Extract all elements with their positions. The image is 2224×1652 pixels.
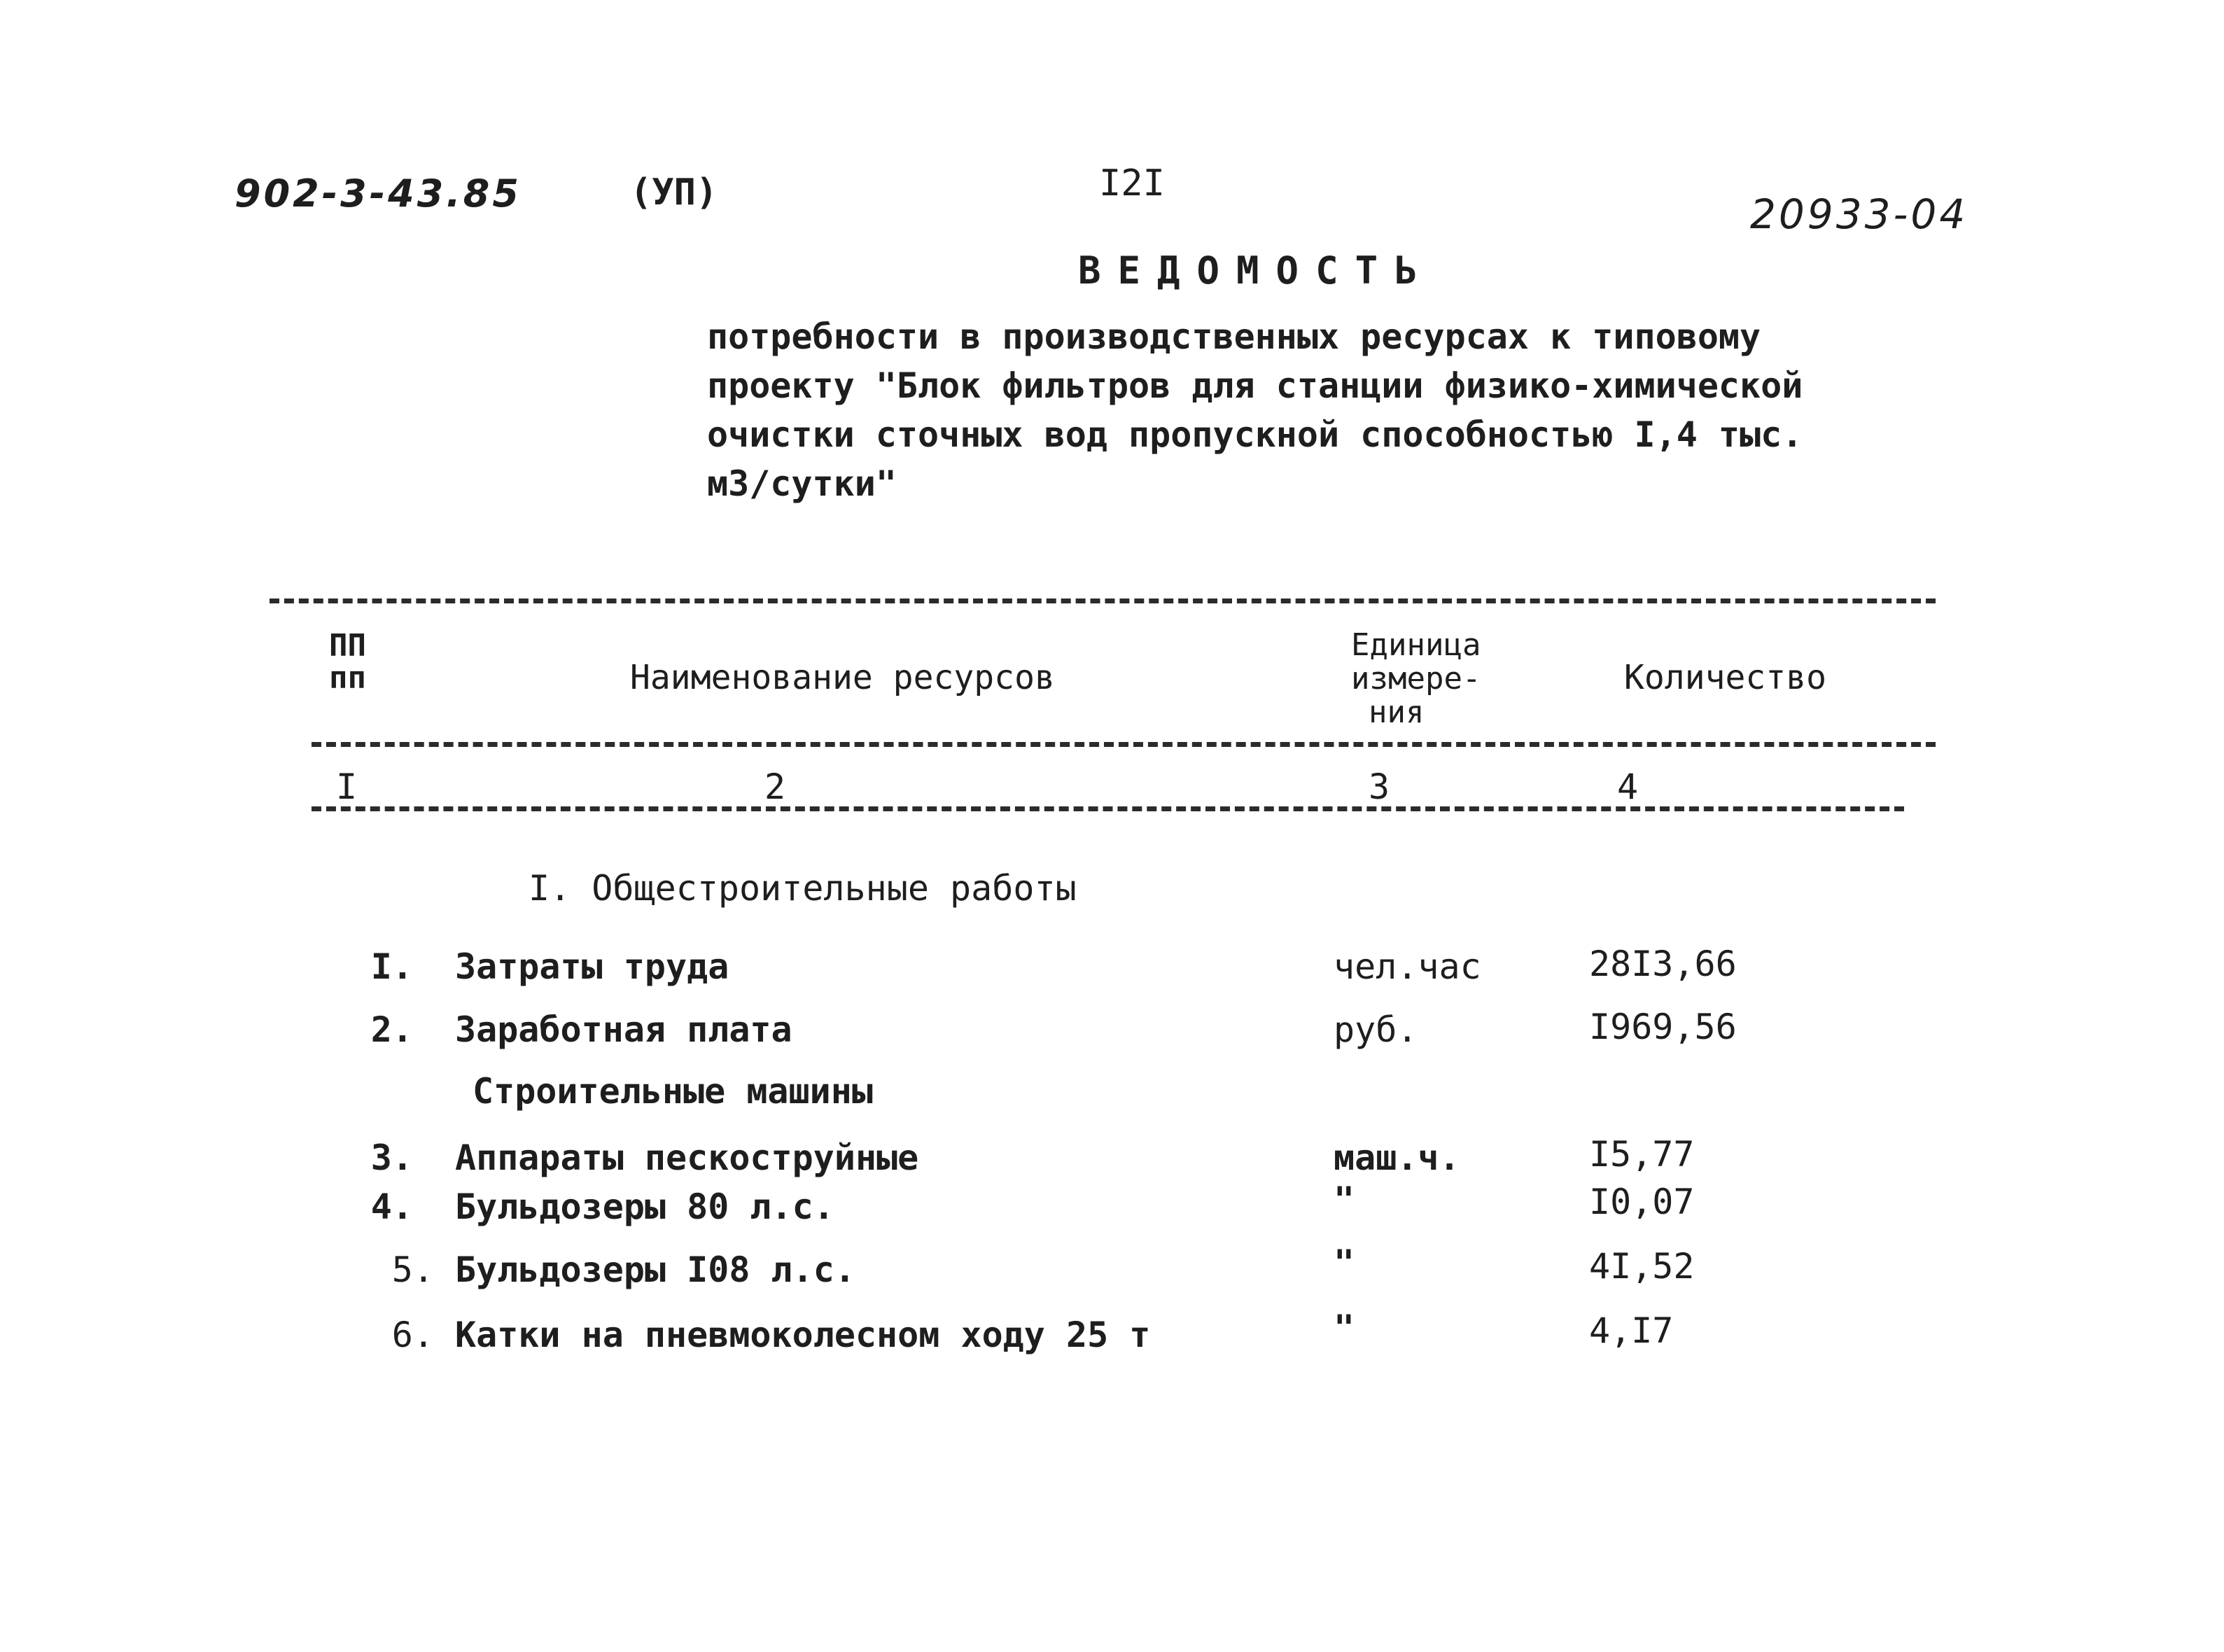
row-unit: " [1334, 1180, 1355, 1220]
col-header-unit-line-2: измере- [1351, 661, 1481, 696]
column-number-4: 4 [1617, 766, 1639, 807]
row-name: Затраты труда [455, 946, 729, 987]
column-number-3: 3 [1369, 766, 1390, 807]
row-quantity: I969,56 [1589, 1007, 1737, 1047]
row-unit: маш.ч. [1334, 1138, 1460, 1178]
row-number: 4. [370, 1186, 413, 1227]
row-number: 5. [391, 1250, 434, 1290]
row-name: Строительные машины [473, 1071, 873, 1112]
row-name: Заработная плата [455, 1009, 792, 1050]
col-header-name: Наименование ресурсов [630, 658, 1055, 697]
row-number: I. [370, 946, 413, 987]
inventory-number: 20933-04 [1750, 190, 1968, 238]
section-title: I. Общестроительные работы [529, 868, 1077, 909]
row-quantity: 28I3,66 [1589, 944, 1737, 984]
subtitle-line-1: потребности в производственных ресурсах к типовому [707, 316, 1761, 357]
row-quantity: 4,I7 [1589, 1310, 1674, 1351]
col-header-unit-line-1: Единица [1351, 627, 1481, 663]
table-column-numbers-rule [312, 806, 1904, 811]
col-header-unit [1351, 629, 1481, 729]
row-name: Бульдозеры 80 л.с. [455, 1186, 834, 1227]
row-unit: руб. [1334, 1009, 1418, 1050]
row-name: Катки на пневмоколесном ходу 25 т [455, 1315, 1151, 1355]
col-header-number-line-2: пп [329, 660, 366, 696]
column-number-2: 2 [764, 766, 786, 807]
row-number: 2. [370, 1009, 413, 1050]
document-title: ВЕДОМОСТЬ [1078, 248, 1434, 293]
col-header-quantity: Количество [1624, 658, 1826, 697]
row-name: Аппараты пескоструйные [455, 1138, 919, 1178]
subtitle-line-3: очистки сточных вод пропускной способностью I,4 тыс. [707, 414, 1803, 455]
row-unit: " [1334, 1242, 1355, 1283]
row-unit: " [1334, 1308, 1355, 1348]
subtitle-line-4: м3/сутки" [707, 463, 897, 504]
column-number-1: I [336, 766, 358, 807]
row-unit: чел.час [1334, 946, 1481, 987]
row-number: 3. [370, 1138, 413, 1178]
row-quantity: I0,07 [1589, 1182, 1695, 1222]
row-number: 6. [391, 1315, 434, 1355]
table-header-rule [312, 742, 1936, 747]
col-header-number [329, 630, 366, 694]
table-top-rule [270, 598, 1936, 603]
col-header-unit-line-3: ния [1369, 694, 1425, 730]
row-name: Бульдозеры I08 л.с. [455, 1250, 855, 1290]
row-quantity: I5,77 [1589, 1134, 1695, 1175]
col-header-number-line-1: ПП [329, 628, 366, 664]
subtitle-line-2: проекту "Блок фильтров для станции физико-химической [707, 365, 1803, 406]
row-quantity: 4I,52 [1589, 1246, 1695, 1287]
page-number: I2I [1099, 162, 1165, 204]
album-label: (УП) [630, 172, 718, 214]
document-code: 902-3-43.85 [235, 172, 522, 216]
